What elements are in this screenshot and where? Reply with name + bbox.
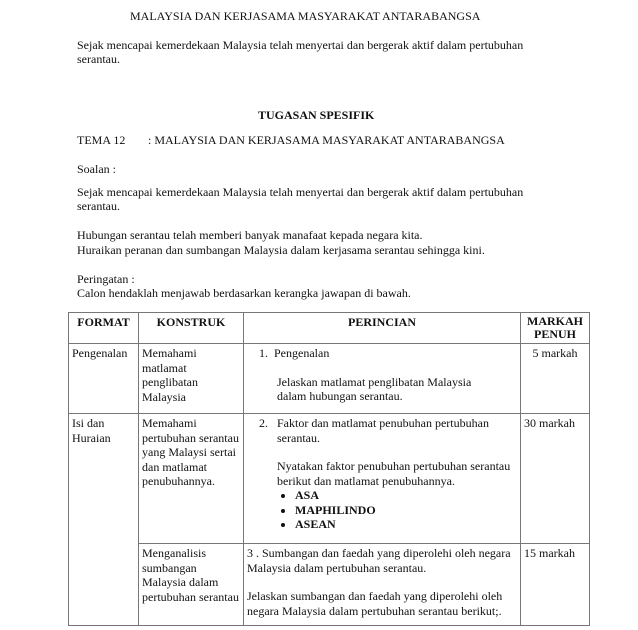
perincian-cell (244, 414, 521, 544)
markah-cell: 5 markah (521, 344, 590, 414)
peringatan-label: Peringatan : (77, 272, 135, 286)
question-line-2: Huraikan peranan dan sumbangan Malaysia dalam kerjasama serantau sehingga kini. (77, 243, 485, 257)
intro-text: Sejak mencapai kemerdekaan Malaysia telah menyertai dan bergerak aktif dalam pertubuhan serantau. (77, 38, 524, 66)
perincian-cell (244, 344, 521, 414)
section-title: TUGASAN SPESIFIK (258, 108, 375, 122)
soalan-text: Sejak mencapai kemerdekaan Malaysia telah menyertai dan bergerak aktif dalam pertubuhan serantau. (77, 185, 524, 213)
list-item: • ASA (295, 488, 517, 503)
item-number: 1. (259, 346, 268, 360)
list-item: • MAPHILINDO (295, 503, 517, 518)
konstruk-cell: Memahami matlamat penglibatan Malaysia (139, 344, 244, 414)
markah-cell: 15 markah (521, 544, 590, 626)
item-title: 3 . Sumbangan dan faedah yang diperolehi oleh negara Malaysia dalam pertubuhan serantau. (247, 546, 511, 575)
konstruk-cell: Memahami pertubuhan serantau yang Malaysi sertai dan matlamat penubuhannya. (139, 414, 244, 544)
header-konstruk: KONSTRUK (139, 313, 244, 344)
item-desc: Nyatakan faktor penubuhan pertubuhan serantau berikut dan matlamat penubuhannya. (277, 459, 511, 488)
answer-framework-table (68, 312, 590, 626)
organisation-list (247, 488, 517, 532)
item-desc: Jelaskan sumbangan dan faedah yang diperolehi oleh negara Malaysia dalam pertubuhan serantau berikut;. (247, 589, 503, 618)
item-title: Pengenalan (274, 346, 330, 360)
header-format: FORMAT (69, 313, 139, 344)
item-number: 2. (259, 416, 268, 430)
header-markah: MARKAH PENUH (521, 313, 590, 344)
konstruk-cell: Menganalisis sumbangan Malaysia dalam pertubuhan serantau (139, 544, 244, 626)
question-line-1: Hubungan serantau telah memberi banyak manafaat kepada negara kita. (77, 228, 423, 242)
tema-value: : MALAYSIA DAN KERJASAMA MASYARAKAT ANTARABANGSA (148, 133, 505, 147)
table-row (69, 544, 590, 626)
table-row (69, 344, 590, 414)
item-desc: Jelaskan matlamat penglibatan Malaysia dalam hubungan serantau. (277, 374, 472, 403)
peringatan-text: Calon hendaklah menjawab berdasarkan kerangka jawapan di bawah. (77, 286, 411, 300)
table-row (69, 414, 590, 544)
perincian-cell (244, 544, 521, 626)
header-perincian: PERINCIAN (244, 313, 521, 344)
header-title: MALAYSIA DAN KERJASAMA MASYARAKAT ANTARABANGSA (130, 9, 481, 23)
format-cell: Isi dan Huraian (69, 414, 139, 626)
format-cell: Pengenalan (69, 344, 139, 414)
tema-label: TEMA 12 (77, 133, 126, 147)
markah-cell: 30 markah (521, 414, 590, 544)
item-title: Faktor dan matlamat penubuhan pertubuhan serantau. (277, 416, 489, 445)
soalan-label: Soalan : (77, 162, 116, 176)
list-item: • ASEAN (295, 517, 517, 532)
